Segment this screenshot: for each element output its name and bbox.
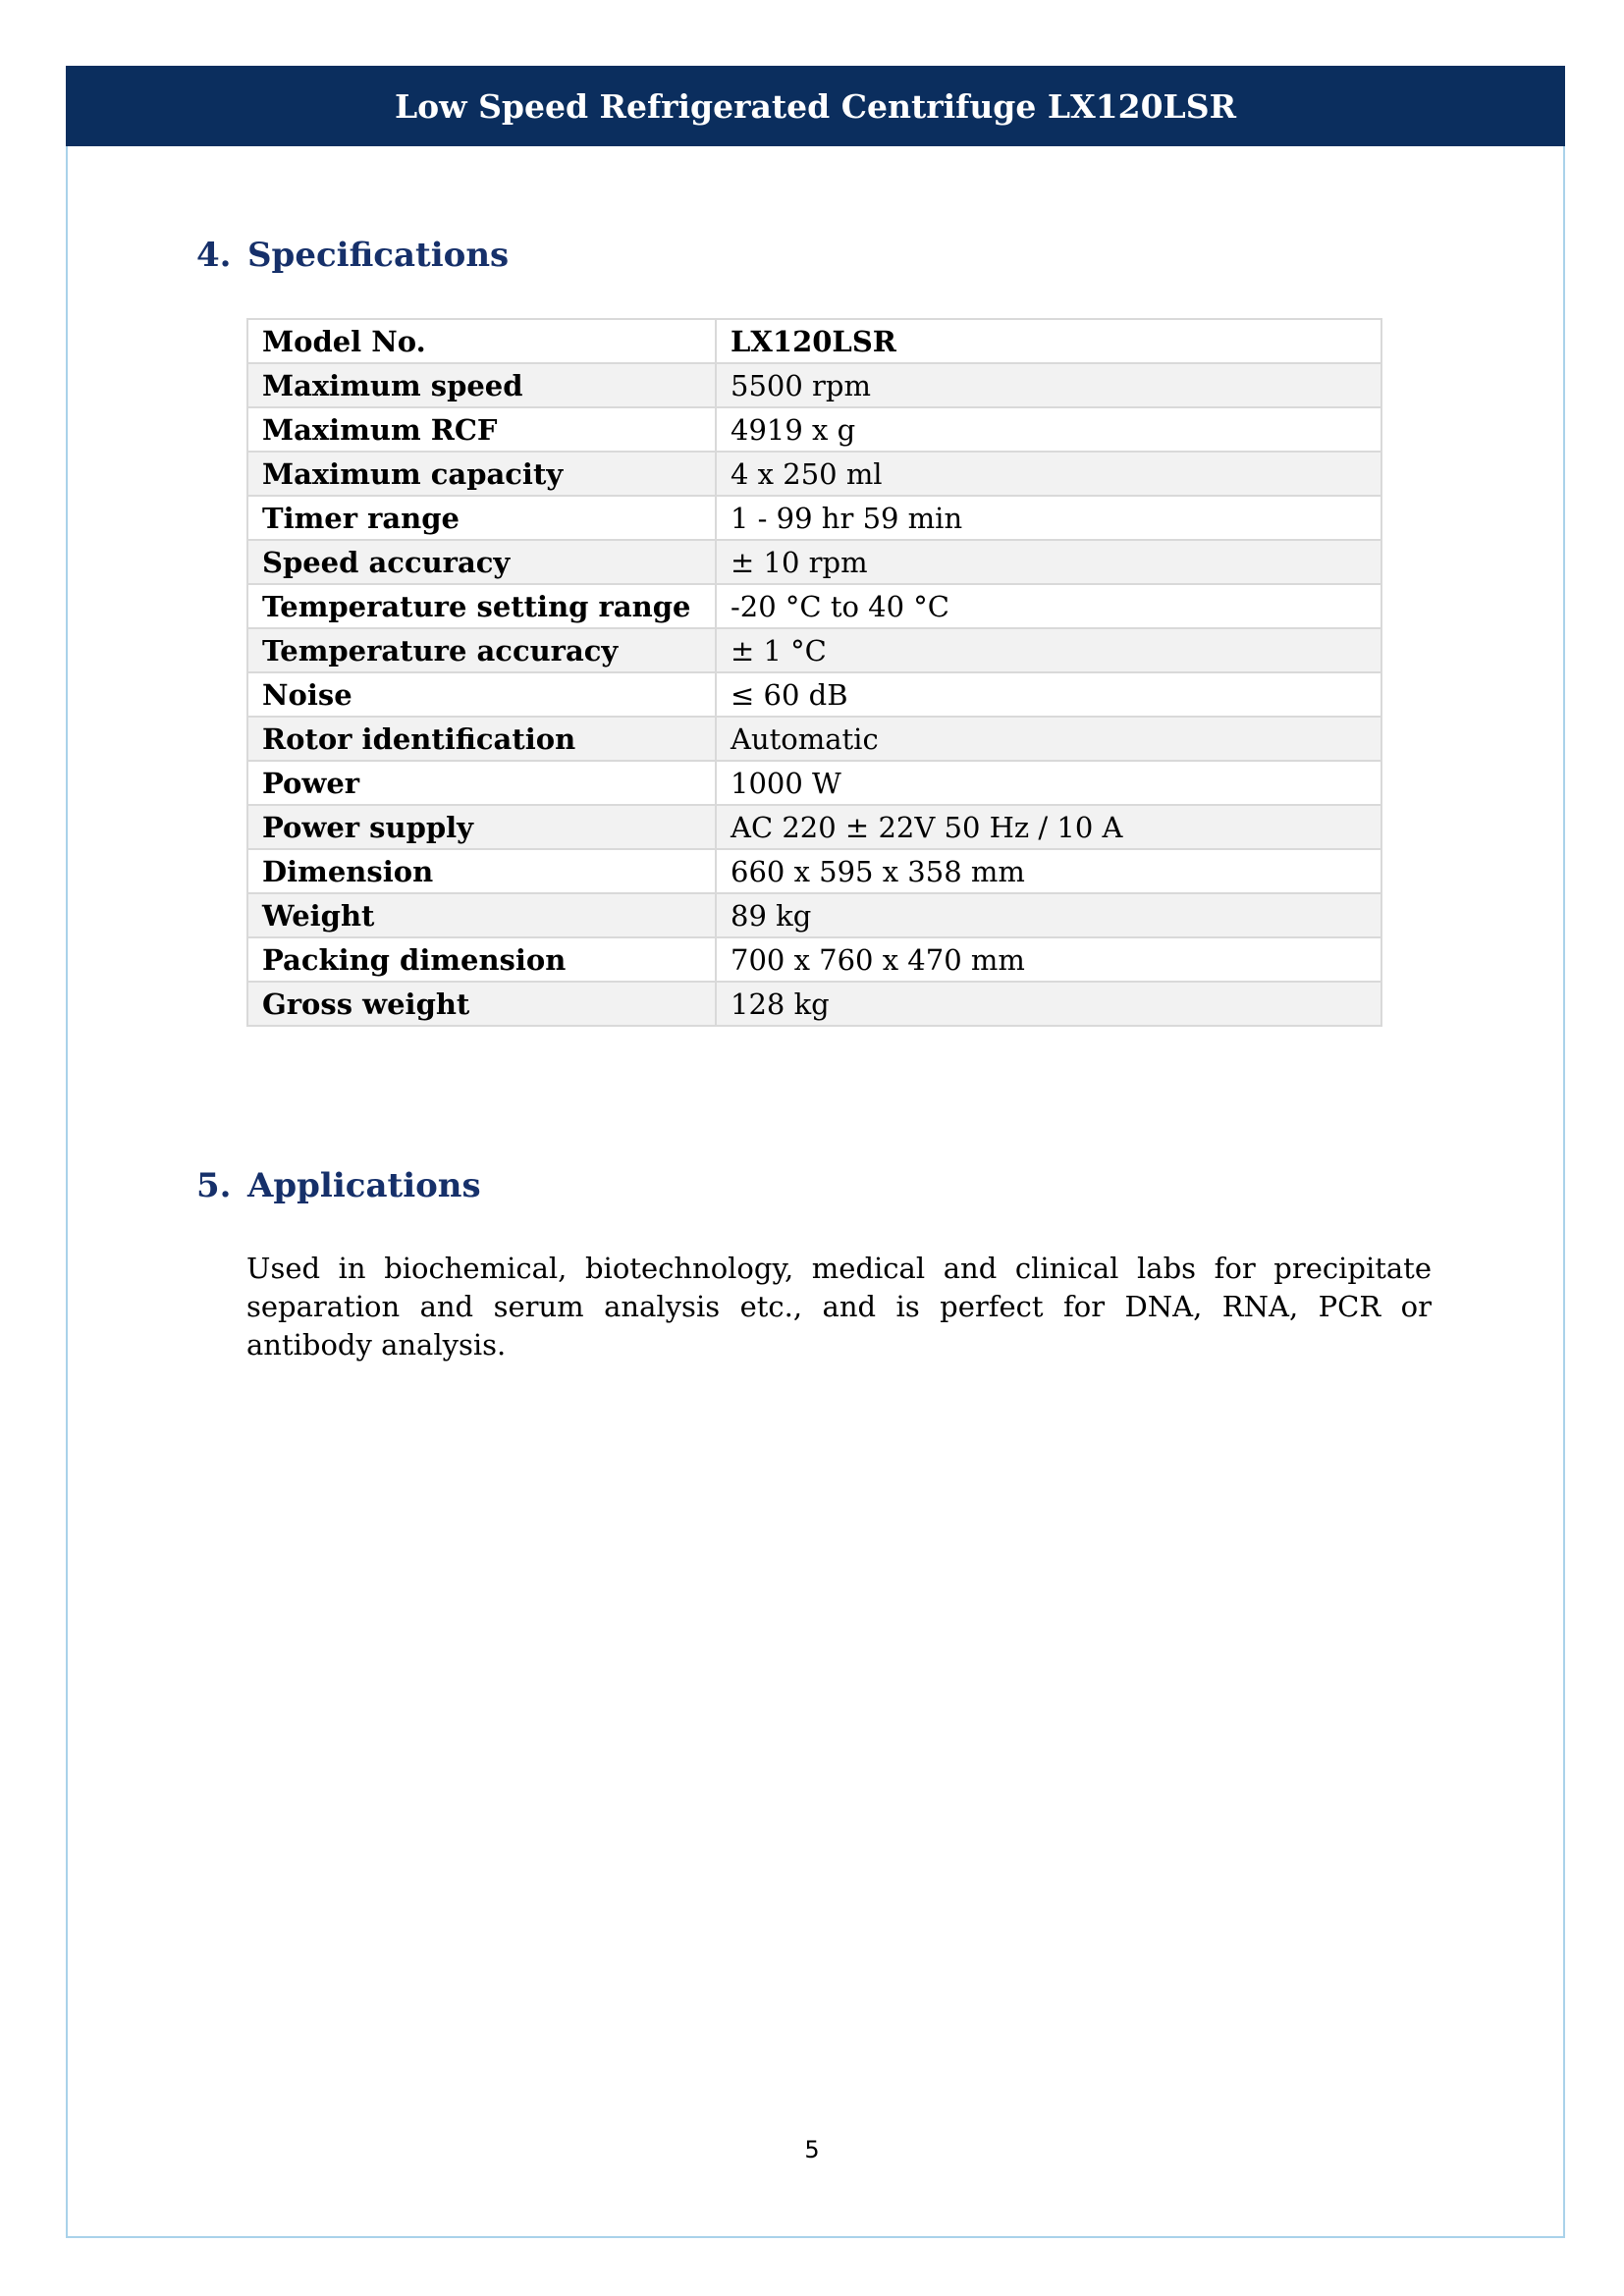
spec-label: Speed accuracy — [247, 540, 716, 584]
spec-value: 128 kg — [716, 982, 1381, 1026]
table-row — [247, 540, 1381, 584]
spec-label: Temperature accuracy — [247, 628, 716, 672]
table-row — [247, 849, 1381, 893]
spec-label: Maximum speed — [247, 363, 716, 407]
spec-label: Noise — [247, 672, 716, 717]
spec-label: Timer range — [247, 496, 716, 540]
spec-value: 660 x 595 x 358 mm — [716, 849, 1381, 893]
specifications-number: 4. — [196, 236, 232, 275]
specifications-title: Specifications — [247, 236, 510, 275]
applications-title: Applications — [247, 1166, 481, 1205]
applications-paragraph: Used in biochemical, biotechnology, medical and clinical labs for precipitate separation and serum analysis etc., and is perfect for DNA, RNA, PCR or antibody analysis. — [246, 1252, 1432, 1362]
spec-value: ± 10 rpm — [716, 540, 1381, 584]
applications-heading — [196, 1166, 481, 1205]
spec-label: Power supply — [247, 805, 716, 849]
applications-number: 5. — [196, 1166, 232, 1205]
spec-value: LX120LSR — [716, 319, 1381, 363]
spec-label: Weight — [247, 893, 716, 937]
table-row — [247, 407, 1381, 452]
table-row — [247, 452, 1381, 496]
table-row — [247, 761, 1381, 805]
spec-label: Model No. — [247, 319, 716, 363]
spec-value: AC 220 ± 22V 50 Hz / 10 A — [716, 805, 1381, 849]
table-row — [247, 982, 1381, 1026]
spec-value: 89 kg — [716, 893, 1381, 937]
spec-value: 4 x 250 ml — [716, 452, 1381, 496]
table-row — [247, 672, 1381, 717]
spec-value: Automatic — [716, 717, 1381, 761]
table-row — [247, 584, 1381, 628]
table-row — [247, 319, 1381, 363]
spec-value: 1000 W — [716, 761, 1381, 805]
document-title: Low Speed Refrigerated Centrifuge LX120LSR — [394, 86, 1237, 126]
table-row — [247, 805, 1381, 849]
spec-label: Dimension — [247, 849, 716, 893]
spec-label: Temperature setting range — [247, 584, 716, 628]
table-row — [247, 717, 1381, 761]
spec-label: Gross weight — [247, 982, 716, 1026]
spec-label: Maximum RCF — [247, 407, 716, 452]
spec-label: Packing dimension — [247, 937, 716, 982]
spec-label: Power — [247, 761, 716, 805]
spec-value: ≤ 60 dB — [716, 672, 1381, 717]
spec-value: -20 °C to 40 °C — [716, 584, 1381, 628]
spec-value: ± 1 °C — [716, 628, 1381, 672]
spec-value: 5500 rpm — [716, 363, 1381, 407]
spec-value: 1 - 99 hr 59 min — [716, 496, 1381, 540]
spec-value: 700 x 760 x 470 mm — [716, 937, 1381, 982]
spec-value: 4919 x g — [716, 407, 1381, 452]
table-row — [247, 893, 1381, 937]
spec-label: Rotor identification — [247, 717, 716, 761]
specifications-table — [246, 318, 1382, 1027]
spec-label: Maximum capacity — [247, 452, 716, 496]
table-row — [247, 628, 1381, 672]
table-row — [247, 937, 1381, 982]
table-row — [247, 496, 1381, 540]
page-number: 5 — [804, 2136, 820, 2163]
specifications-heading — [196, 236, 509, 275]
header-bar — [66, 66, 1565, 146]
table-row — [247, 363, 1381, 407]
